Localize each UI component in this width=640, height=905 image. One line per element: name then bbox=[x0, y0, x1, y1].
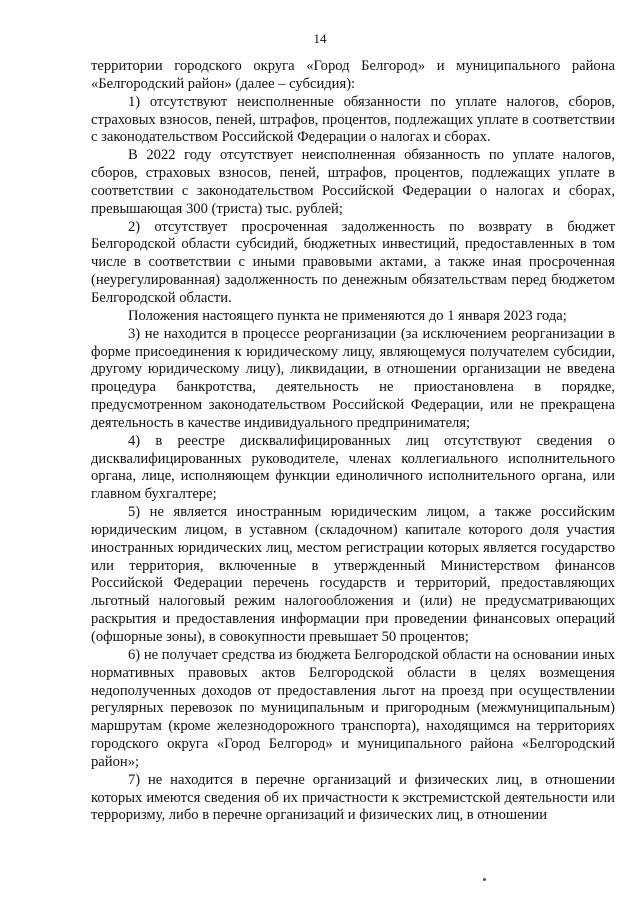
paragraph-item-5: 5) не является иностранным юридическим лицом, а также российским юридическим лицом, в уставном (складочном) капитале которого доля участия иностранных юридических лиц, местом регистрации которых является государство или территория, включенные в утвержденный Министерством финансов Российской Федерации перечень государств и территорий, предоставляющих льготный налоговый режим налогообложения и (или) не предусматривающих раскрытия и предоставления информации при проведении финансовых операций (офшорные зоны), в совокупности превышает 50 процентов; bbox=[91, 504, 615, 645]
paragraph-item-4: 4) в реестре дисквалифицированных лиц отсутствуют сведения о дисквалифицированных руководителе, членах коллегиального исполнительного органа, лице, исполняющем функции единоличного исполнительного органа, или главном бухгалтере; bbox=[91, 432, 615, 503]
paragraph-item-1-2022: В 2022 году отсутствует неисполненная обязанность по уплате налогов, сборов, страховых взносов, пеней, штрафов, процентов, подлежащих уплате в соответствии с законодательством Российской Федерации о налогах и сборах, превышающая 300 (триста) тыс. рублей; bbox=[91, 147, 615, 217]
paragraph-item-2-note: Положения настоящего пункта не применяются до 1 января 2023 года; bbox=[128, 307, 567, 324]
paragraph-item-7: 7) не находится в перечне организаций и физических лиц, в отношении которых имеются сведения об их причастности к экстремистской деятельности или терроризму, либо в перечне организаций и физических лиц, в отношении bbox=[91, 771, 615, 824]
paragraph-item-2: 2) отсутствует просроченная задолженность по возврату в бюджет Белгородской области субсидий, бюджетных инвестиций, предоставленных в том числе в соответствии с иными правовыми актами, а также иная просроченная (неурегулированная) задолженность по денежным обязательствам перед бюджетом Белгородской области. bbox=[91, 218, 615, 306]
paragraph-item-3: 3) не находится в процессе реорганизации (за исключением реорганизации в форме присоединения к юридическому лицу, являющемуся получателем субсидии, другому юридическому лицу), ликвидации, в отношении организации не введена процедура банкротства, деятельность не приостановлена в порядке, предусмотренном законодательством Российской Федерации, или не прекращена деятельность в качестве индивидуального предпринимателя; bbox=[91, 325, 615, 431]
page-number: 14 bbox=[313, 31, 327, 46]
document-body bbox=[91, 58, 615, 825]
paragraph-item-1: 1) отсутствуют неисполненные обязанности по уплате налогов, сборов, страховых взносов, пеней, штрафов, процентов, подлежащих уплате в соответствии с законодательством Российской Федерации о налогах и сборах. bbox=[91, 93, 615, 146]
paragraph-item-6: 6) не получает средства из бюджета Белгородской области на основании иных нормативных правовых актов Белгородской области в целях возмещения недополученных доходов от предоставления льгот на проезд при осуществлении регулярных перевозок по муниципальным и пригородным (межмуниципальным) маршрутам (кроме железнодорожного транспорта), находящимся на территориях городского округа «Город Белгород» и муниципального района «Белгородский район»; bbox=[91, 646, 615, 770]
scan-dot-mark bbox=[483, 878, 486, 881]
paragraph-continuation: территории городского округа «Город Белгород» и муниципального района «Белгородский район» (далее – субсидия): bbox=[91, 58, 615, 92]
